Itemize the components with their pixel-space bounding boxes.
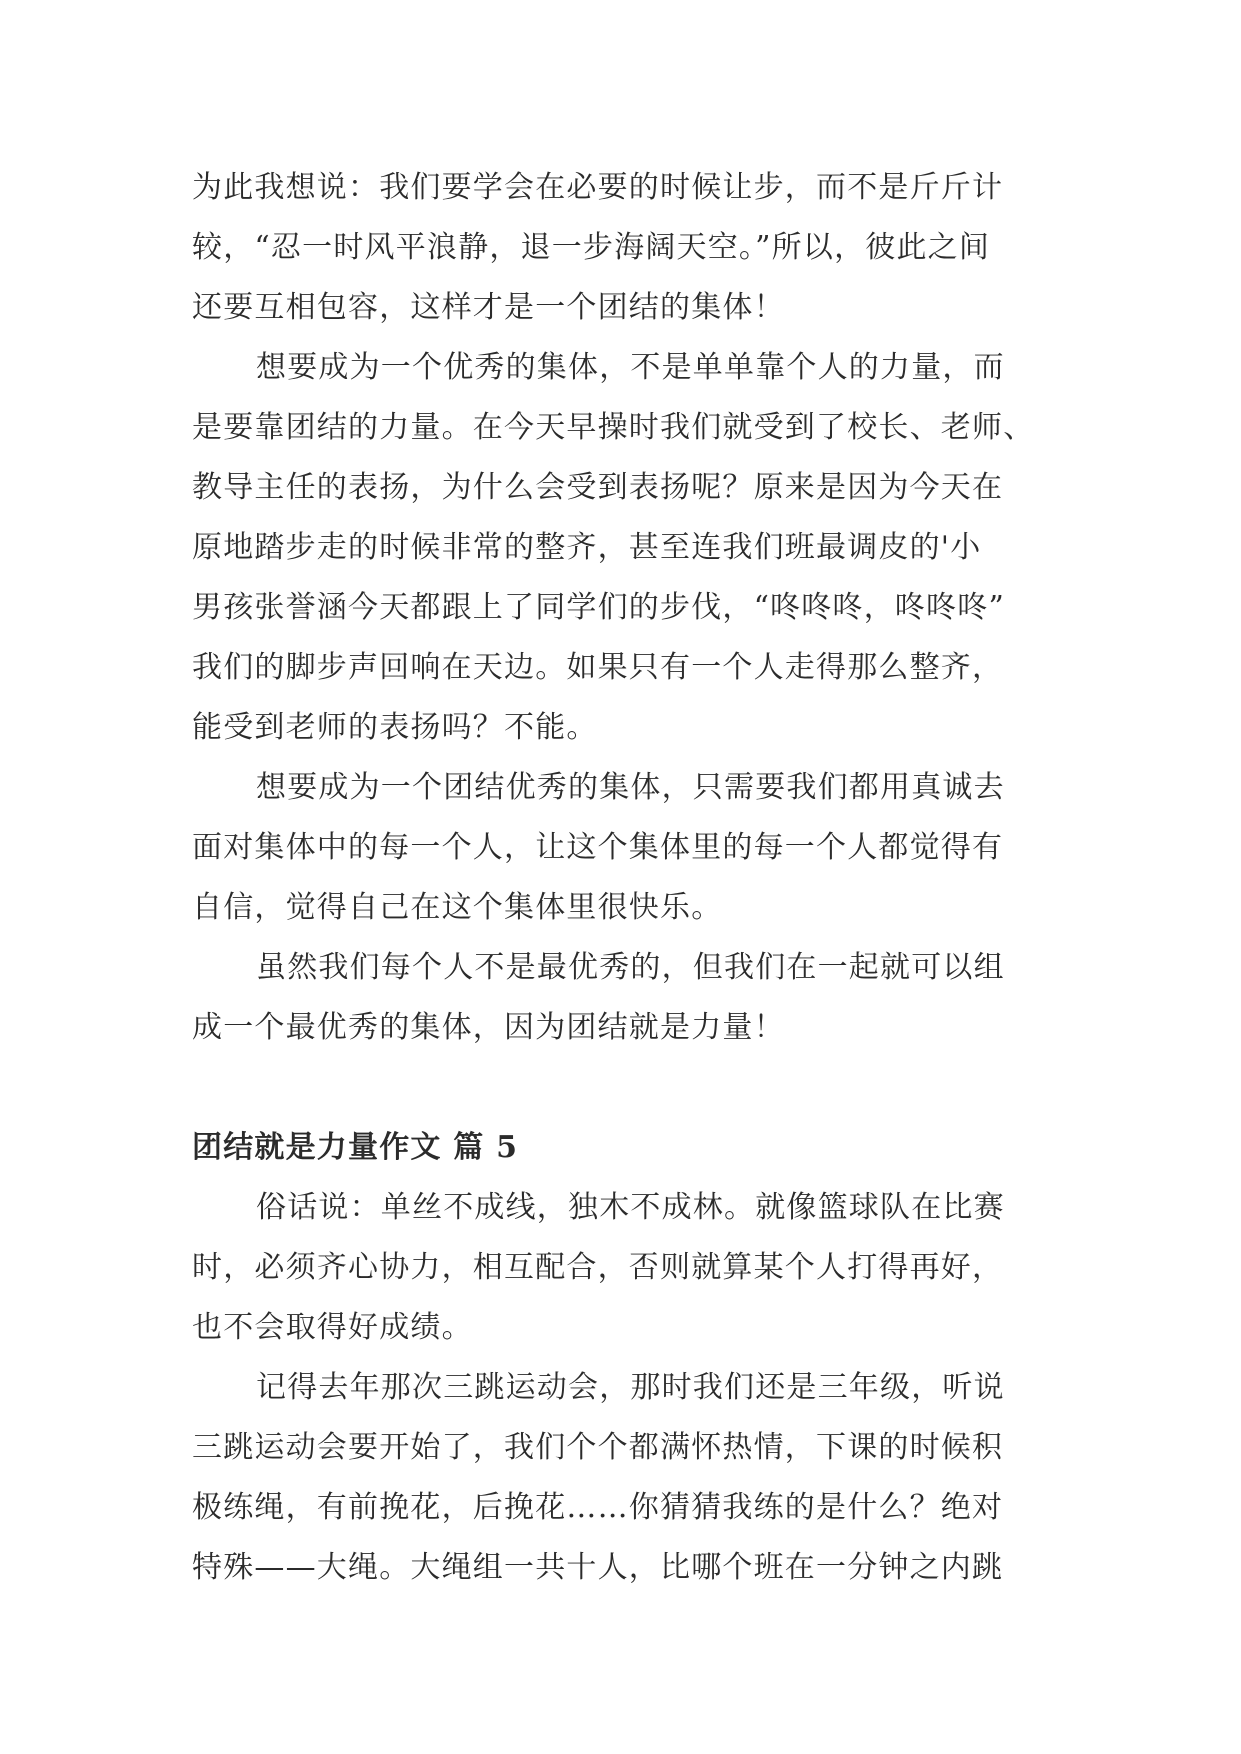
paragraph-3 [192,758,1056,938]
text-line: 较，“忍一时风平浪静，退一步海阔天空。”所以，彼此之间 [192,230,991,265]
text-line: 还要互相包容，这样才是一个团结的集体！ [192,290,785,325]
text-line: 三跳运动会要开始了，我们个个都满怀热情，下课的时候积 [192,1430,1004,1465]
text-line: 成一个最优秀的集体，因为团结就是力量！ [192,1010,785,1045]
text-line: 想要成为一个优秀的集体，不是单单靠个人的力量，而 [256,350,1005,385]
section-heading: 团结就是力量作文 篇 5 [192,1130,519,1165]
text-line: 俗话说：单丝不成线，独木不成林。就像篮球队在比赛 [256,1190,1005,1225]
paragraph-6 [192,1358,1056,1598]
text-line: 是要靠团结的力量。在今天早操时我们就受到了校长、老师、 [192,410,1035,445]
paragraph-5 [192,1178,1056,1358]
paragraph-4 [192,938,1056,1058]
text-line: 能受到老师的表扬吗？不能。 [192,710,598,745]
text-line: 特殊——大绳。大绳组一共十人，比哪个班在一分钟之内跳 [192,1550,1004,1585]
text-line: 男孩张誉涵今天都跟上了同学们的步伐，“咚咚咚，咚咚咚” [192,590,1006,625]
text-line: 自信，觉得自己在这个集体里很快乐。 [192,890,723,925]
text-line: 虽然我们每个人不是最优秀的，但我们在一起就可以组 [256,950,1005,985]
text-line: 记得去年那次三跳运动会，那时我们还是三年级，听说 [256,1370,1005,1405]
text-line: 教导主任的表扬，为什么会受到表扬呢？原来是因为今天在 [192,470,1004,505]
paragraph-2 [192,338,1056,758]
text-line: 面对集体中的每一个人，让这个集体里的每一个人都觉得有 [192,830,1004,865]
text-line: 我们的脚步声回响在天边。如果只有一个人走得那么整齐， [192,650,1004,685]
text-line: 想要成为一个团结优秀的集体，只需要我们都用真诚去 [256,770,1005,805]
text-line: 原地踏步走的时候非常的整齐，甚至连我们班最调皮的'小 [192,530,982,565]
paragraph-1 [192,158,1056,338]
text-line: 时，必须齐心协力，相互配合，否则就算某个人打得再好， [192,1250,1004,1285]
text-line: 也不会取得好成绩。 [192,1310,473,1345]
text-line: 极练绳，有前挽花，后挽花……你猜猜我练的是什么？绝对 [192,1490,1004,1525]
document-body [192,158,1056,1598]
text-line: 为此我想说：我们要学会在必要的时候让步，而不是斤斤计 [192,170,1004,205]
